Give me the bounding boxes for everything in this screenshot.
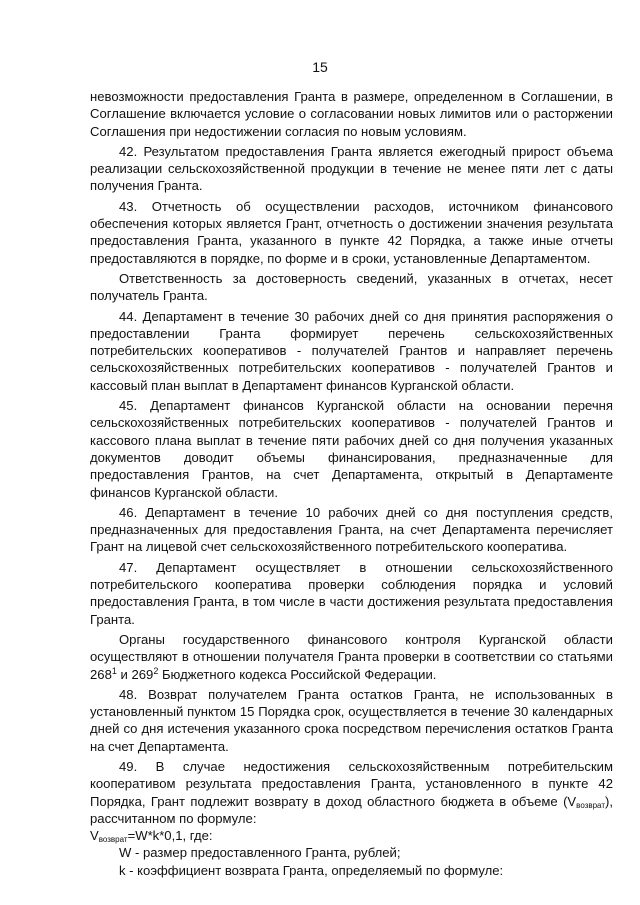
paragraph-49 (90, 758, 613, 827)
formula-expression: =W*k*0,1, где: (127, 828, 213, 844)
document-body (90, 88, 613, 879)
control-text-end: Бюджетного кодекса Российской Федерации. (158, 666, 437, 682)
paragraph-43: 43. Отчетность об осуществлении расходов, источником финансового обеспечения которых является Грант, отчетность о достижении значения результата предоставления Гранта, указанного в пункте 42 Порядка, а также иные отчеты предоставляются в порядке, по форме и в сроки, установленные Департаментом. (90, 198, 613, 266)
superscript-2: 2 (153, 665, 159, 676)
formula-line (90, 827, 613, 844)
paragraph-48: 48. Возврат получателем Гранта остатков Гранта, не использованных в установленный пунктом 15 Порядка срок, осуществляется в течение 30 календарных дней со дня истечения указанного срока посредством перечисления остатков Гранта на счет Департамента. (90, 686, 613, 754)
paragraph-45: 45. Департамент финансов Курганской области на основании перечня сельскохозяйственных потребительских кооперативов - получателей Грантов и кассового плана выплат в течение пяти рабочих дней со дня получения указанных документов доводит объемы финансирования, предназначенные для предоставления Грантов, на счет Департамента, открытый в Департаменте финансов Курганской области. (90, 398, 613, 500)
formula-subscript: возврат (98, 835, 128, 845)
page-number: 15 (312, 59, 328, 75)
paragraph-responsibility: Ответственность за достоверность сведений, указанных в отчетах, несет получатель Гранта. (90, 270, 613, 304)
p49-text-end: ), рассчитанном по формуле: (90, 793, 613, 826)
p49-subscript: возврат (576, 800, 605, 810)
definition-k: k - коэффициент возврата Гранта, определяемый по формуле: (119, 862, 504, 878)
formula-variable: V (90, 828, 99, 844)
superscript-1: 1 (111, 665, 117, 676)
control-text-start: Органы государственного финансового контроля Курганской области осуществляют в отношении получателя Гранта проверки в соответствии со статьями 268 (90, 631, 613, 682)
paragraph-42: 42. Результатом предоставления Гранта является ежегодный прирост объема реализации сельскохозяйственной продукции в течение не менее пяти лет с даты получения Гранта. (90, 143, 613, 194)
paragraph-continuation: невозможности предоставления Гранта в размере, определенном в Соглашении, в Соглашение включается условие о согласовании новых лимитов или о расторжении Соглашения при недостижении согласия по новым условиям. (90, 89, 613, 139)
control-text-mid: и 269 (116, 666, 154, 682)
paragraph-financial-control (90, 631, 613, 683)
paragraph-47: 47. Департамент осуществляет в отношении сельскохозяйственного потребительского кооператива проверки соблюдения порядка и условий предоставления Гранта, в том числе в части достижения результата предоставления Гранта. (90, 559, 613, 627)
p49-text-start: 49. В случае недостижения сельскохозяйственным потребительским кооперативом результата предоставления Гранта, установленного в пункте 42 Порядка, Грант подлежит возврату в доход областного бюджета в объеме (V (90, 758, 613, 809)
definition-w: W - размер предоставленного Гранта, рублей; (119, 845, 401, 861)
paragraph-46: 46. Департамент в течение 10 рабочих дней со дня поступления средств, предназначенных для предоставления Гранта, на счет Департамента перечисляет Грант на лицевой счет сельскохозяйственного потребительского кооператива. (90, 504, 613, 555)
paragraph-44: 44. Департамент в течение 30 рабочих дней со дня принятия распоряжения о предоставлении Гранта формирует перечень сельскохозяйственных потребительских кооперативов - получателей Грантов и направляет перечень сельскохозяйственных потребительских кооперативов - получателей Грантов и кассовый план выплат в Департамент финансов Курганской области. (90, 308, 613, 393)
